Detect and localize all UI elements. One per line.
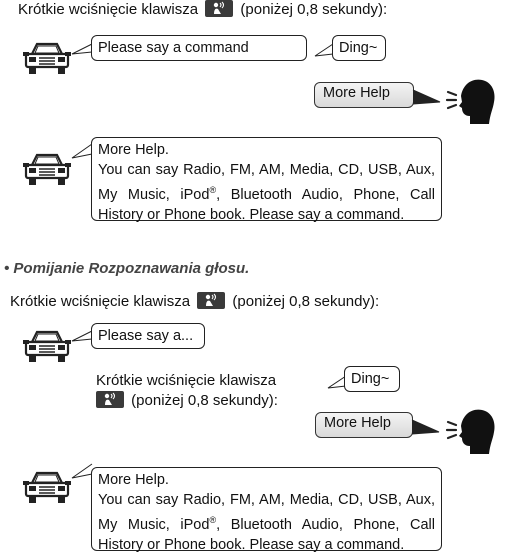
system-prompt-bubble bbox=[91, 35, 307, 61]
user-more-help-bubble bbox=[315, 412, 413, 438]
response-line: You can say Radio, FM, AM, Media, CD, USB, Aux, bbox=[98, 162, 435, 178]
response-title: More Help. bbox=[98, 472, 169, 488]
instruction-text: Krótkie wciśnięcie klawisza bbox=[10, 293, 191, 310]
user-bubble-pointer bbox=[412, 88, 442, 108]
car-front-icon bbox=[23, 469, 71, 507]
instruction-text: Krótkie wciśnięcie klawisza bbox=[18, 1, 199, 18]
system-prompt-text: Please say a... bbox=[98, 328, 194, 344]
user-command-text: More Help bbox=[324, 415, 391, 431]
section-title: • Pomijanie Rozpoznawania głosu. bbox=[4, 260, 250, 277]
speaking-head-icon bbox=[442, 404, 496, 454]
press-instruction-2 bbox=[96, 391, 278, 410]
voice-talk-key-icon bbox=[205, 0, 233, 17]
ding-bubble bbox=[344, 366, 400, 392]
response-title: More Help. bbox=[98, 142, 169, 158]
instruction-duration: (poniżej 0,8 sekundy): bbox=[240, 1, 388, 18]
response-line: History or Phone book. Please say a command. bbox=[98, 206, 405, 223]
instruction-duration: (poniżej 0,8 sekundy): bbox=[232, 293, 380, 310]
car-front-icon bbox=[23, 40, 71, 78]
voice-talk-key-icon bbox=[197, 292, 225, 309]
response-line: My Music, iPod®, Bluetooth Audio, Phone, Call bbox=[98, 515, 435, 533]
ding-text: Ding~ bbox=[351, 371, 390, 387]
response-bubble bbox=[91, 137, 442, 221]
car-front-icon bbox=[23, 151, 71, 189]
response-line: History or Phone book. Please say a command. bbox=[98, 536, 405, 553]
speaking-head-icon bbox=[442, 74, 496, 124]
system-prompt-text: Please say a command bbox=[98, 40, 249, 56]
instruction-line-2 bbox=[10, 292, 379, 311]
response-line: My Music, iPod®, Bluetooth Audio, Phone, Call bbox=[98, 185, 435, 203]
car-front-icon bbox=[23, 328, 71, 366]
ding-text: Ding~ bbox=[339, 40, 378, 56]
system-prompt-bubble bbox=[91, 323, 205, 349]
instruction-line-1 bbox=[18, 0, 387, 19]
voice-talk-key-icon bbox=[96, 391, 124, 408]
press-instruction-1: Krótkie wciśnięcie klawisza bbox=[96, 372, 277, 389]
response-bubble bbox=[91, 467, 442, 551]
instruction-duration: (poniżej 0,8 sekundy): bbox=[131, 392, 278, 409]
user-command-text: More Help bbox=[323, 85, 390, 101]
ding-bubble bbox=[332, 35, 386, 61]
user-bubble-pointer bbox=[411, 418, 441, 438]
response-line: You can say Radio, FM, AM, Media, CD, USB, Aux, bbox=[98, 492, 435, 508]
user-more-help-bubble bbox=[314, 82, 414, 108]
